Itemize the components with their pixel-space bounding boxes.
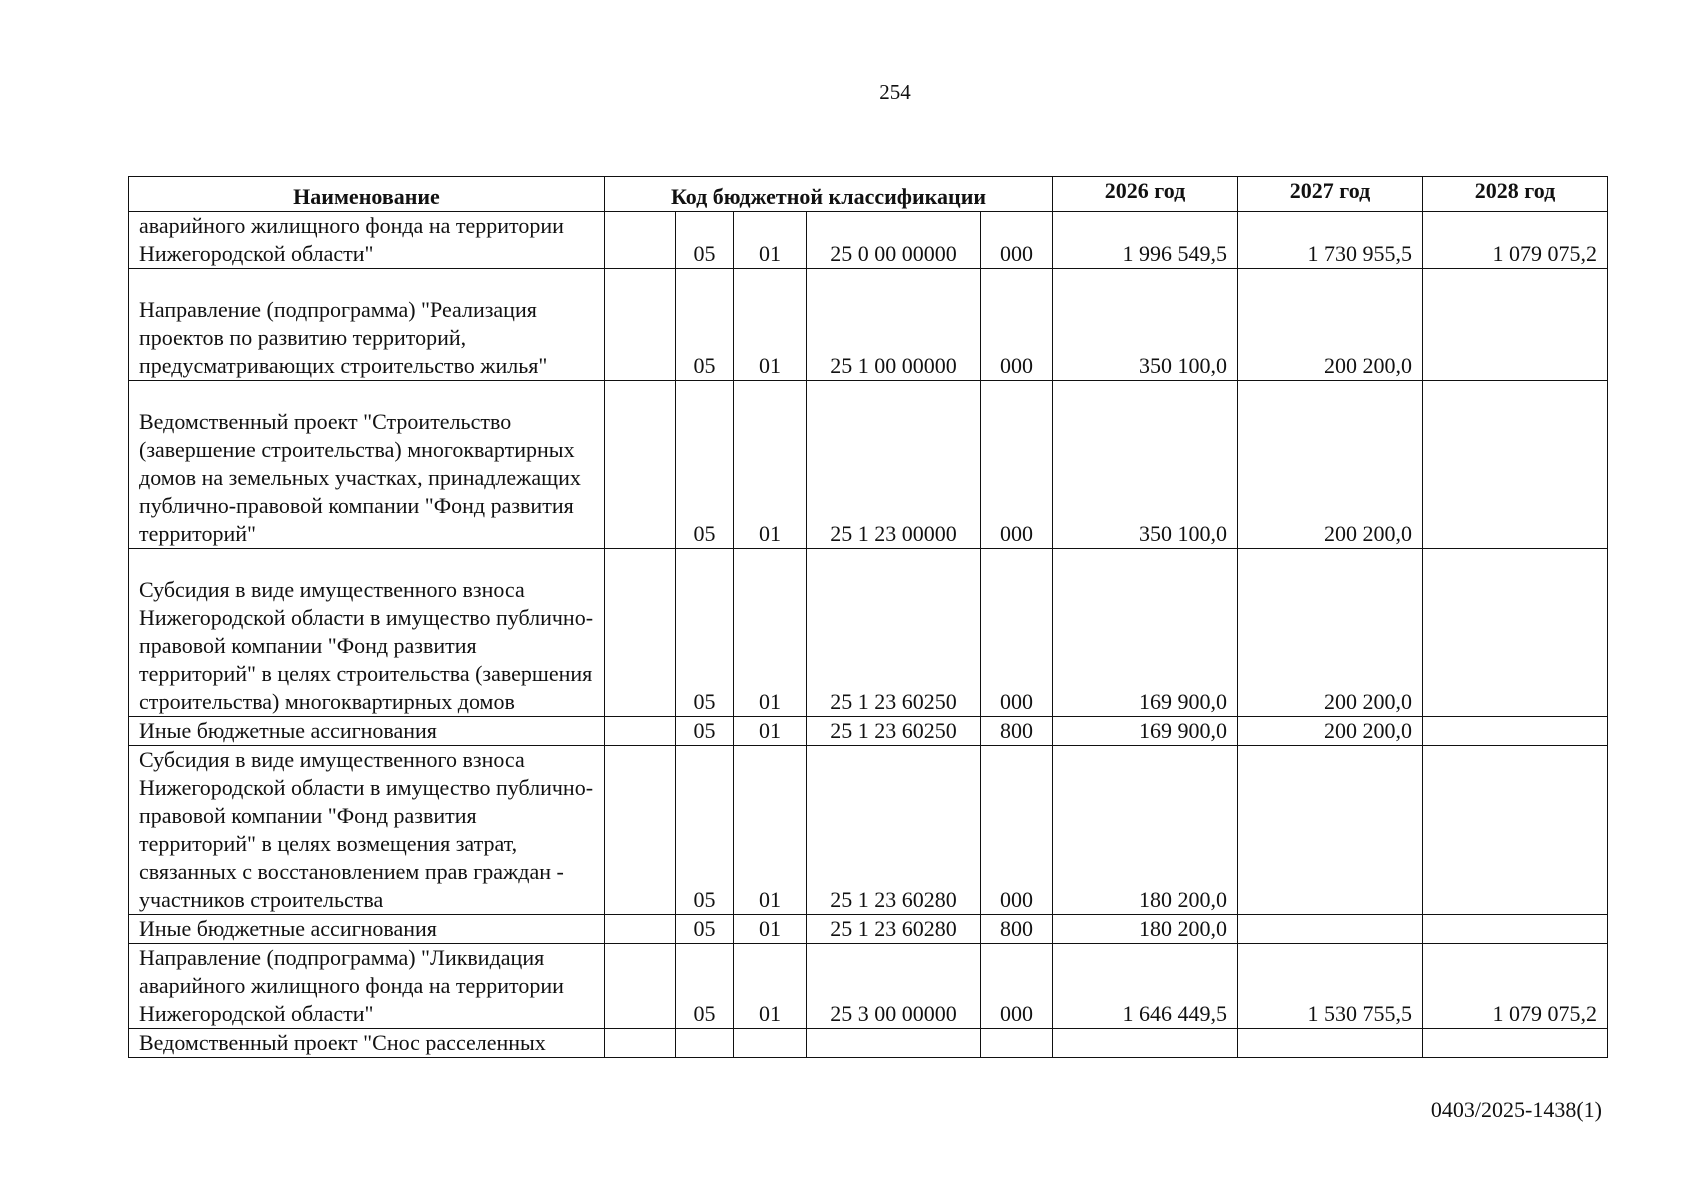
- row-empty-cell: [605, 1029, 676, 1058]
- table-row: [129, 212, 1608, 269]
- row-empty-cell: [605, 549, 676, 717]
- row-subsection-code: 01: [734, 915, 807, 944]
- row-value-2026: 180 200,0: [1053, 915, 1238, 944]
- budget-table: [128, 176, 1608, 1058]
- row-target-code: 25 1 00 00000: [807, 269, 981, 381]
- row-value-2027: [1238, 915, 1423, 944]
- row-expense-type-code: 000: [981, 269, 1053, 381]
- row-empty-cell: [605, 269, 676, 381]
- row-name: Направление (подпрограмма) "Ликвидация аварийного жилищного фонда на территории Нижегородской области": [129, 944, 605, 1029]
- table-row: [129, 746, 1608, 915]
- table-row: [129, 549, 1608, 717]
- row-value-2027: 200 200,0: [1238, 269, 1423, 381]
- row-name: Субсидия в виде имущественного взноса Нижегородской области в имущество публично-правовой компании "Фонд развития территорий" в целях возмещения затрат, связанных с восстановлением прав граждан - участников строительства: [129, 746, 605, 915]
- row-value-2028: [1423, 1029, 1608, 1058]
- row-value-2028: [1423, 915, 1608, 944]
- row-empty-cell: [605, 717, 676, 746]
- row-target-code: 25 1 23 60250: [807, 717, 981, 746]
- row-name: Ведомственный проект "Строительство (завершение строительства) многоквартирных домов на земельных участках, принадлежащих публично-правовой компании "Фонд развития территорий": [129, 381, 605, 549]
- row-section-code: 05: [676, 717, 734, 746]
- row-empty-cell: [605, 212, 676, 269]
- row-value-2026: 1 996 549,5: [1053, 212, 1238, 269]
- row-name: Ведомственный проект "Снос расселенных: [129, 1029, 605, 1058]
- table-row: [129, 381, 1608, 549]
- row-value-2026: 180 200,0: [1053, 746, 1238, 915]
- row-empty-cell: [605, 746, 676, 915]
- row-value-2027: [1238, 746, 1423, 915]
- row-value-2026: 350 100,0: [1053, 269, 1238, 381]
- row-value-2026: 350 100,0: [1053, 381, 1238, 549]
- row-expense-type-code: 000: [981, 944, 1053, 1029]
- table-row: [129, 915, 1608, 944]
- row-value-2026: 1 646 449,5: [1053, 944, 1238, 1029]
- header-year-2028: 2028 год: [1423, 177, 1608, 212]
- row-value-2026: 169 900,0: [1053, 717, 1238, 746]
- row-value-2028: [1423, 549, 1608, 717]
- row-empty-cell: [605, 381, 676, 549]
- row-target-code: 25 3 00 00000: [807, 944, 981, 1029]
- row-subsection-code: 01: [734, 549, 807, 717]
- row-value-2028: [1423, 746, 1608, 915]
- page-number: 254: [879, 80, 911, 104]
- header-year-2026: 2026 год: [1053, 177, 1238, 212]
- row-value-2028: [1423, 717, 1608, 746]
- row-subsection-code: [734, 1029, 807, 1058]
- row-value-2028: 1 079 075,2: [1423, 944, 1608, 1029]
- row-section-code: 05: [676, 944, 734, 1029]
- row-subsection-code: 01: [734, 381, 807, 549]
- row-name: Иные бюджетные ассигнования: [129, 717, 605, 746]
- header-name: Наименование: [129, 177, 605, 212]
- row-empty-cell: [605, 944, 676, 1029]
- row-expense-type-code: 800: [981, 717, 1053, 746]
- row-section-code: 05: [676, 915, 734, 944]
- row-value-2028: [1423, 381, 1608, 549]
- table-row: [129, 717, 1608, 746]
- row-section-code: 05: [676, 549, 734, 717]
- row-section-code: 05: [676, 269, 734, 381]
- header-code: Код бюджетной классификации: [605, 177, 1053, 212]
- row-target-code: 25 1 23 60280: [807, 746, 981, 915]
- row-target-code: 25 1 23 60280: [807, 915, 981, 944]
- row-target-code: 25 0 00 00000: [807, 212, 981, 269]
- row-value-2028: 1 079 075,2: [1423, 212, 1608, 269]
- row-value-2027: 200 200,0: [1238, 549, 1423, 717]
- row-section-code: 05: [676, 381, 734, 549]
- row-subsection-code: 01: [734, 717, 807, 746]
- row-subsection-code: 01: [734, 944, 807, 1029]
- row-value-2026: [1053, 1029, 1238, 1058]
- row-expense-type-code: 000: [981, 212, 1053, 269]
- row-name: Направление (подпрограмма) "Реализация проектов по развитию территорий, предусматривающих строительство жилья": [129, 269, 605, 381]
- row-value-2027: 1 530 755,5: [1238, 944, 1423, 1029]
- row-value-2027: 200 200,0: [1238, 381, 1423, 549]
- row-value-2027: [1238, 1029, 1423, 1058]
- row-target-code: 25 1 23 00000: [807, 381, 981, 549]
- row-value-2027: 1 730 955,5: [1238, 212, 1423, 269]
- row-subsection-code: 01: [734, 212, 807, 269]
- row-section-code: 05: [676, 212, 734, 269]
- row-expense-type-code: 000: [981, 381, 1053, 549]
- row-name: аварийного жилищного фонда на территории Нижегородской области": [129, 212, 605, 269]
- row-target-code: [807, 1029, 981, 1058]
- row-section-code: 05: [676, 746, 734, 915]
- row-value-2027: 200 200,0: [1238, 717, 1423, 746]
- row-target-code: 25 1 23 60250: [807, 549, 981, 717]
- table-header-row: [129, 177, 1608, 212]
- row-name: Иные бюджетные ассигнования: [129, 915, 605, 944]
- table-row: [129, 269, 1608, 381]
- row-name: Субсидия в виде имущественного взноса Нижегородской области в имущество публично-правовой компании "Фонд развития территорий" в целях строительства (завершения строительства) многоквартирных домов: [129, 549, 605, 717]
- document-code: 0403/2025-1438(1): [1430, 1097, 1602, 1122]
- row-empty-cell: [605, 915, 676, 944]
- row-expense-type-code: 000: [981, 549, 1053, 717]
- header-year-2027: 2027 год: [1238, 177, 1423, 212]
- table-row: [129, 944, 1608, 1029]
- row-subsection-code: 01: [734, 269, 807, 381]
- row-subsection-code: 01: [734, 746, 807, 915]
- row-expense-type-code: [981, 1029, 1053, 1058]
- row-section-code: [676, 1029, 734, 1058]
- row-value-2026: 169 900,0: [1053, 549, 1238, 717]
- row-expense-type-code: 000: [981, 746, 1053, 915]
- table-row: [129, 1029, 1608, 1058]
- row-value-2028: [1423, 269, 1608, 381]
- row-expense-type-code: 800: [981, 915, 1053, 944]
